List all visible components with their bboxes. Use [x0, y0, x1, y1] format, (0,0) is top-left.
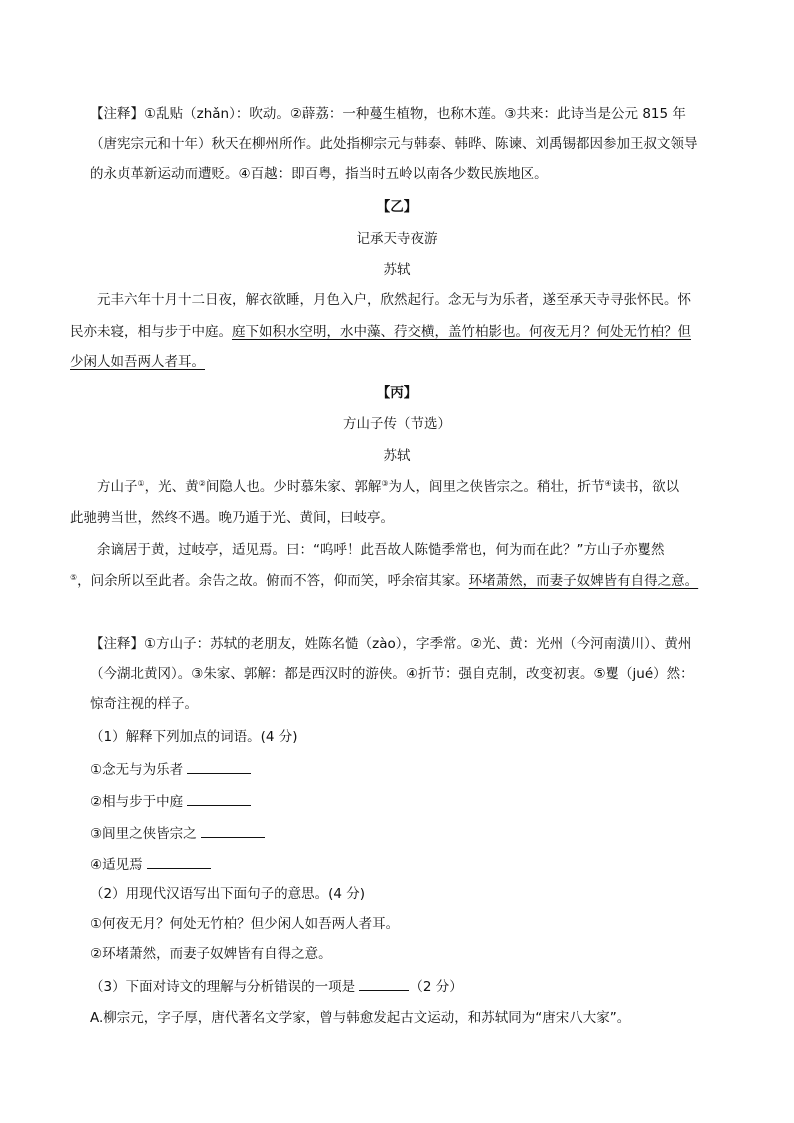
- footnote-mark: ①: [137, 479, 145, 488]
- question-1c: [90, 823, 265, 844]
- question-text: ③闾里之侠皆宗之: [90, 826, 197, 842]
- yi-line-1: 元丰六年十月十二日夜，解衣欲睡，月色入户，欣然起行。念无与为乐者，遂至承天寺寻张怀民。怀: [97, 292, 691, 308]
- bing-text: 为人，闾里之侠皆宗之。稍壮，折节: [388, 479, 605, 495]
- answer-blank[interactable]: [147, 854, 211, 869]
- yi-line-2-plain: 民亦未寝，相与步于中庭。: [70, 324, 232, 340]
- question-1b: [90, 791, 251, 812]
- question-2a: ①何夜无月？何处无竹柏？但少闲人如吾两人者耳。: [90, 916, 400, 932]
- bing-underlined-sentence: 环堵萧然，而妻子奴婢皆有自得之意。: [468, 573, 699, 589]
- answer-blank[interactable]: [187, 759, 251, 774]
- question-text: ①念无与为乐者: [90, 762, 184, 778]
- notes2-line-3: 惊奇注视的样子。: [90, 696, 198, 712]
- footnote-mark: ②: [198, 479, 206, 488]
- bing-text: 间隐人也。少时慕朱家、郭解: [205, 479, 382, 495]
- question-1: （1）解释下列加点的词语。(4 分): [90, 729, 298, 745]
- question-2b: ②环堵萧然，而妻子奴婢皆有自得之意。: [90, 946, 332, 962]
- yi-underlined-sentence-2-end: 少闲人如吾两人者耳。: [70, 354, 205, 370]
- yi-underlined-sentence-2: 何夜无月？何处无竹柏？但: [529, 324, 691, 340]
- bing-text: 方山子: [97, 479, 138, 495]
- question-2: （2）用现代汉语写出下面句子的意思。(4 分): [90, 886, 366, 902]
- bing-text: 读书，欲以: [611, 479, 680, 495]
- answer-blank[interactable]: [359, 976, 409, 991]
- bing-line-1: [97, 477, 679, 497]
- option-a: A.柳宗元，字子厚，唐代著名文学家，曾与韩愈发起古文运动，和苏轼同为“唐宋八大家”。: [90, 1010, 631, 1026]
- bing-text: ，问余所以至此者。余告之故。俯而不答，仰而笑，呼余宿其家。: [77, 573, 469, 589]
- question-1d: [90, 854, 211, 875]
- bing-author: 苏轼: [383, 448, 411, 464]
- answer-blank[interactable]: [187, 791, 251, 806]
- question-score: （2 分）: [409, 979, 463, 995]
- question-text: ④适见焉: [90, 857, 143, 873]
- footnote-mark: ④: [604, 479, 612, 488]
- yi-line-3: [70, 352, 205, 372]
- section-bing-header: 【丙】: [376, 385, 418, 401]
- question-3: [90, 976, 463, 997]
- notes2-line-2: （今湖北黄冈）。③朱家、郭解：都是西汉时的游侠。④折节：强自克制，改变初衷。⑤矍（jué）然：: [90, 666, 694, 682]
- bing-title: 方山子传（节选）: [343, 416, 451, 432]
- notes1-line-3: 的永贞革新运动而遭贬。④百越：即百粤，指当时五岭以南各少数民族地区。: [90, 166, 548, 182]
- footnote-mark: ⑤: [70, 573, 78, 582]
- yi-line-2: [70, 322, 691, 342]
- yi-title: 记承天寺夜游: [356, 231, 438, 247]
- question-text: （3）下面对诗文的理解与分析错误的一项是: [90, 979, 356, 995]
- yi-underlined-sentence-1: 庭下如积水空明，水中藻、荇交横，盖竹柏影也。: [232, 324, 529, 340]
- footnote-mark: ③: [381, 479, 389, 488]
- answer-blank[interactable]: [201, 823, 265, 838]
- notes1-line-2: （唐宪宗元和十年）秋天在柳州所作。此处指柳宗元与韩泰、韩晔、陈谏、刘禹锡都因参加王叔文领导: [90, 136, 698, 152]
- question-1a: [90, 759, 251, 780]
- bing-line-4: [70, 571, 698, 591]
- section-yi-header: 【乙】: [376, 199, 418, 215]
- bing-line-3: 余谪居于黄，过岐亭，适见焉。曰：“呜呼！此吾故人陈慥季常也，何为而在此？”方山子亦矍然: [97, 542, 665, 558]
- bing-text: ，光、黄: [144, 479, 199, 495]
- notes2-line-1: 【注释】①方山子：苏轼的老朋友，姓陈名慥（zào），字季常。②光、黄：光州（今河南潢川）、黄州: [90, 636, 692, 652]
- question-text: ②相与步于中庭: [90, 794, 184, 810]
- yi-author: 苏轼: [383, 262, 411, 278]
- notes1-line-1: 【注释】①乱贴（zhǎn）：吹动。②薜荔：一种蔓生植物，也称木莲。③共来：此诗当是公元 815 年: [90, 106, 686, 122]
- bing-line-2: 此驰骋当世，然终不遇。晚乃遁于光、黄间，曰岐亭。: [70, 510, 394, 526]
